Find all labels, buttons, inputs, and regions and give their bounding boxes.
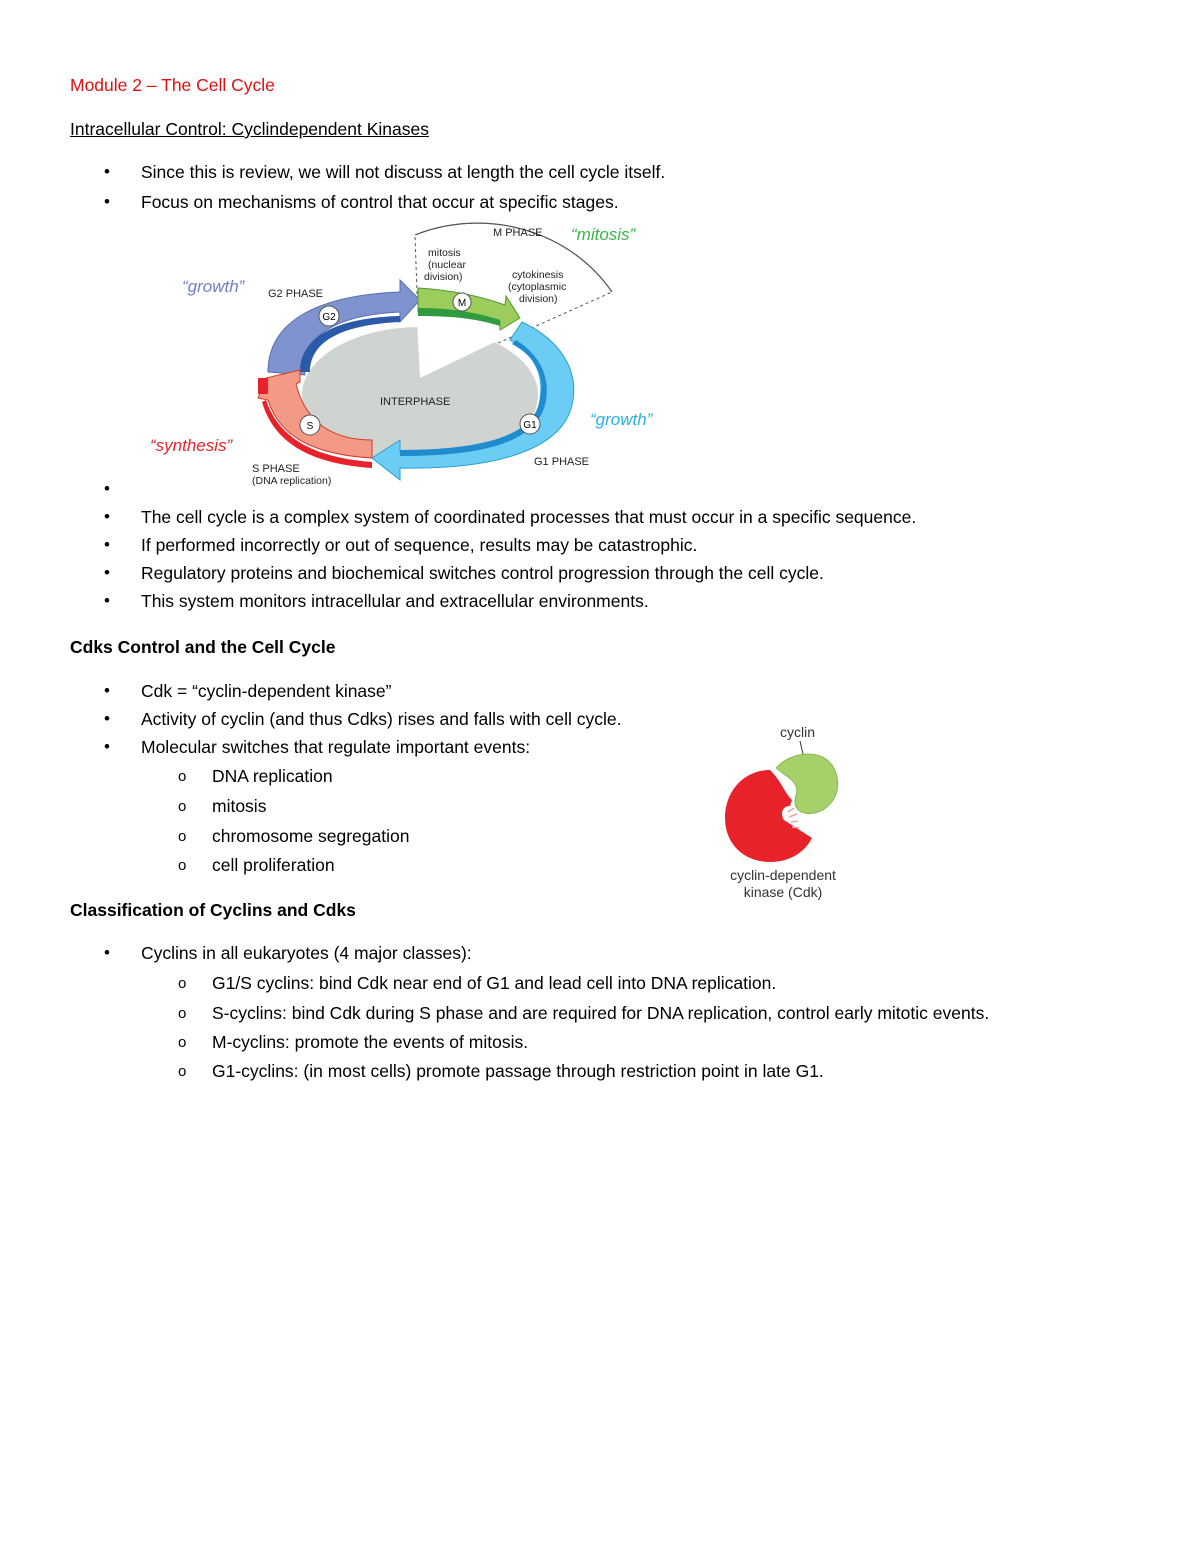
cytokinesis-label-line: cytokinesis	[512, 269, 564, 281]
cdk-label-line2: kinase (Cdk)	[743, 884, 823, 900]
active-site-mark	[791, 821, 798, 822]
list-item: Cyclins in all eukaryotes (4 major classes):	[141, 943, 472, 963]
page-title: Module 2 – The Cell Cycle	[70, 75, 275, 95]
cytokinesis-label-line: division)	[519, 293, 558, 305]
sub-list-item: G1-cyclins: (in most cells) promote passage through restriction point in late G1.	[212, 1061, 824, 1081]
subbullet-symbol: o	[178, 975, 187, 992]
bullet-symbol: •	[104, 563, 110, 582]
subbullet-symbol: o	[178, 768, 187, 785]
cyclin-pointer	[800, 741, 803, 754]
growth-quote-g2: “growth”	[182, 277, 245, 296]
list-item: Molecular switches that regulate important events:	[141, 737, 531, 757]
m-badge-label: M	[457, 298, 467, 309]
s-phase-note: (DNA replication)	[252, 475, 332, 487]
bullet-symbol: •	[104, 535, 110, 554]
bullet-symbol: •	[104, 479, 110, 498]
m-phase-label: M PHASE	[493, 227, 543, 239]
bullet-symbol: •	[104, 737, 110, 756]
cyclin-label: cyclin	[780, 724, 816, 740]
bullet-symbol: •	[104, 162, 110, 181]
subbullet-symbol: o	[178, 1034, 187, 1051]
subbullet-symbol: o	[178, 857, 187, 874]
interphase-label: INTERPHASE	[380, 396, 451, 408]
sub-list-item: cell proliferation	[212, 855, 335, 875]
list-item: If performed incorrectly or out of sequence, results may be catastrophic.	[141, 535, 698, 555]
cdk-label-line1: cyclin-dependent	[730, 867, 836, 883]
mitosis-label-line: (nuclear	[428, 259, 466, 271]
active-site-mark	[792, 827, 799, 828]
list-item: This system monitors intracellular and extracellular environments.	[141, 591, 649, 611]
mitosis-label-line: division)	[424, 271, 463, 283]
synthesis-quote: “synthesis”	[150, 436, 233, 455]
sub-list-item: mitosis	[212, 796, 267, 816]
section-heading-classification: Classification of Cyclins and Cdks	[70, 900, 356, 920]
cell-cycle-diagram	[140, 222, 680, 492]
g2-badge-label: G2	[322, 312, 336, 323]
g2-phase-label: G2 PHASE	[268, 288, 324, 300]
bullet-symbol: •	[104, 943, 110, 962]
mitosis-label-line: mitosis	[428, 247, 461, 259]
sub-list-item: S-cyclins: bind Cdk during S phase and are required for DNA replication, control early mitotic events.	[212, 1003, 990, 1023]
s-arrow-tail	[258, 378, 268, 394]
g1-badge-label: G1	[523, 420, 537, 431]
list-item: Since this is review, we will not discuss at length the cell cycle itself.	[141, 162, 666, 182]
sub-list-item: G1/S cyclins: bind Cdk near end of G1 and lead cell into DNA replication.	[212, 973, 777, 993]
bullet-symbol: •	[104, 507, 110, 526]
list-item: Cdk = “cyclin-dependent kinase”	[141, 681, 392, 701]
list-item: Regulatory proteins and biochemical switches control progression through the cell cycle.	[141, 563, 824, 583]
cytokinesis-label-line: (cytoplasmic	[508, 281, 567, 293]
mitosis-quote: “mitosis”	[571, 225, 636, 244]
section-heading-cdks-control: Cdks Control and the Cell Cycle	[70, 637, 336, 657]
active-site-mark	[788, 808, 794, 812]
bullet-symbol: •	[104, 591, 110, 610]
subbullet-symbol: o	[178, 828, 187, 845]
g1-phase-label: G1 PHASE	[534, 456, 590, 468]
s-badge-label: S	[306, 421, 314, 432]
list-item: The cell cycle is a complex system of coordinated processes that must occur in a specific sequence.	[141, 507, 917, 527]
active-site-mark	[789, 814, 797, 817]
subbullet-symbol: o	[178, 798, 187, 815]
sub-list-item: M-cyclins: promote the events of mitosis.	[212, 1032, 529, 1052]
growth-quote-g1: “growth”	[590, 410, 653, 429]
section-heading-intracellular: Intracellular Control: Cyclindependent Kinases	[70, 119, 429, 139]
subbullet-symbol: o	[178, 1005, 187, 1022]
subbullet-symbol: o	[178, 1063, 187, 1080]
s-phase-label: S PHASE	[252, 463, 300, 475]
sub-list-item: DNA replication	[212, 766, 333, 786]
cyclin-cdk-diagram	[705, 718, 865, 904]
list-item: Activity of cyclin (and thus Cdks) rises and falls with cell cycle.	[141, 709, 622, 729]
sub-list-item: chromosome segregation	[212, 826, 410, 846]
list-item: Focus on mechanisms of control that occur at specific stages.	[141, 192, 619, 212]
bullet-symbol: •	[104, 709, 110, 728]
bullet-symbol: •	[104, 192, 110, 211]
bullet-symbol: •	[104, 681, 110, 700]
